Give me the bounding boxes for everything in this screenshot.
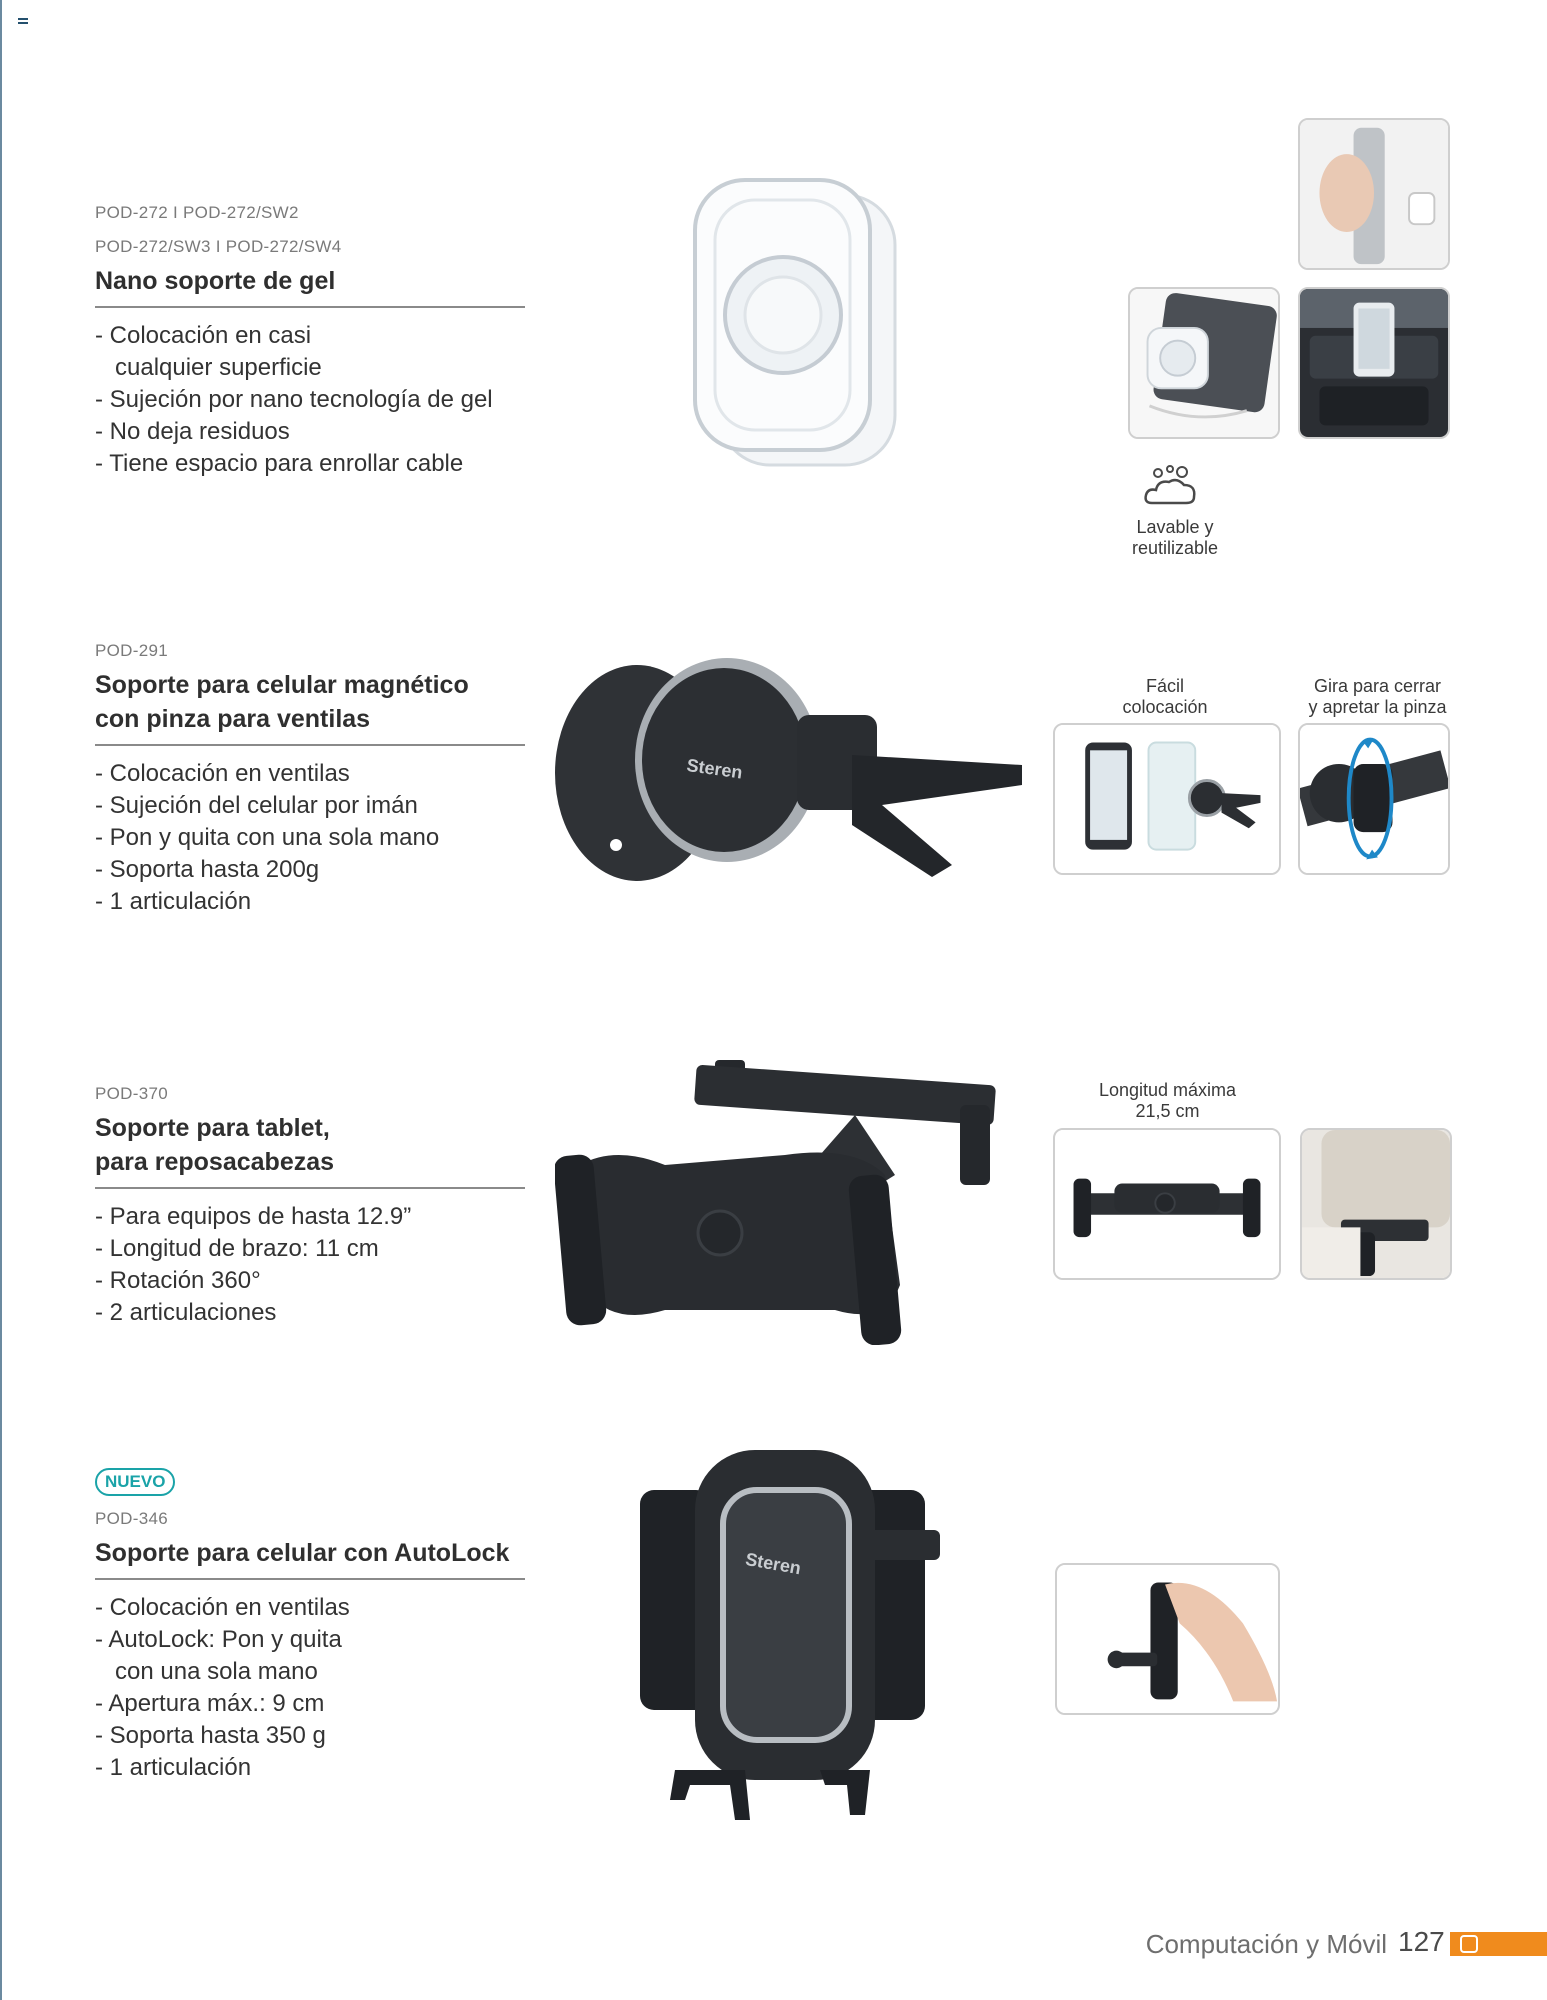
product-sku: POD-272 I POD-272/SW2 (95, 203, 299, 222)
caption-line: colocación (1122, 697, 1208, 717)
steren-logo-text: Steren (743, 1548, 803, 1579)
feature-item: - 1 articulación (95, 1754, 252, 1781)
product-title: Soporte para tablet, (95, 1114, 330, 1142)
feature-list (95, 1592, 525, 1784)
magnetic-thumb-rotate (1298, 723, 1450, 875)
feature-item: con una sola mano (95, 1658, 318, 1685)
divider (95, 1187, 525, 1189)
magnetic-thumb-phones (1053, 723, 1281, 875)
product-autolock (95, 1468, 525, 1784)
washable-icon (1142, 463, 1202, 511)
max-length-caption (1080, 1080, 1255, 1122)
mouse-icon (1460, 1935, 1478, 1953)
section-title: Computación y Móvil (1145, 1929, 1387, 1959)
product-title: Nano soporte de gel (95, 267, 336, 295)
product-magnetic-vent (95, 634, 525, 918)
feature-list (95, 758, 525, 918)
gel-thumb-hand (1298, 118, 1450, 270)
product-sku: POD-370 (95, 1084, 168, 1103)
feature-item: - Sujeción por nano tecnología de gel (95, 386, 493, 413)
caption-line: y apretar la pinza (1308, 697, 1447, 717)
caption-line: Lavable y (1136, 517, 1214, 537)
tablet-mount-image (555, 1055, 1025, 1345)
product-sku: POD-291 (95, 641, 168, 660)
product-title: Soporte para celular magnético (95, 671, 469, 699)
rotate-clamp-caption (1295, 676, 1460, 718)
feature-list (95, 1201, 525, 1329)
product-title: con pinza para ventilas (95, 705, 371, 733)
gel-thumb-car (1298, 287, 1450, 439)
autolock-mount-image (635, 1450, 945, 1830)
autolock-thumb-hand (1055, 1563, 1280, 1715)
caption-line: Longitud máxima (1098, 1080, 1237, 1100)
divider (95, 1578, 525, 1580)
feature-item: - Sujeción del celular por imán (95, 792, 418, 819)
feature-item: - 1 articulación (95, 888, 252, 915)
caption-line: 21,5 cm (1135, 1101, 1200, 1121)
new-badge: NUEVO (95, 1468, 175, 1496)
product-sku: POD-272/SW3 I POD-272/SW4 (95, 237, 342, 256)
feature-item: - Colocación en ventilas (95, 1594, 350, 1621)
feature-item: - Colocación en ventilas (95, 760, 350, 787)
feature-list (95, 320, 525, 480)
caption-line: Gira para cerrar (1313, 676, 1442, 696)
product-sku: POD-346 (95, 1509, 168, 1528)
feature-item: cualquier superficie (95, 354, 322, 381)
product-tablet-headrest (95, 1077, 525, 1329)
divider (95, 744, 525, 746)
feature-item: - 2 articulaciones (95, 1299, 277, 1326)
product-title: para reposacabezas (95, 1148, 335, 1176)
divider (95, 306, 525, 308)
washable-caption (1100, 517, 1250, 559)
gel-pad-image (690, 175, 910, 475)
caption-line: Fácil (1145, 676, 1184, 696)
feature-item: - Rotación 360° (95, 1267, 261, 1294)
steren-logo-text: Steren (685, 754, 744, 783)
tablet-thumb-headrest (1300, 1128, 1452, 1280)
product-nano-gel (95, 196, 525, 480)
feature-item: - Soporta hasta 350 g (95, 1722, 326, 1749)
feature-item: - No deja residuos (95, 418, 290, 445)
product-title: Soporte para celular con AutoLock (95, 1539, 510, 1567)
page-number: 127 (1398, 1926, 1445, 1957)
feature-item: - Colocación en casi (95, 322, 312, 349)
feature-item: - Soporta hasta 200g (95, 856, 320, 883)
easy-placement-caption (1090, 676, 1240, 718)
feature-item: - Pon y quita con una sola mano (95, 824, 440, 851)
magnetic-mount-image (552, 655, 1032, 885)
feature-item: - Apertura máx.: 9 cm (95, 1690, 325, 1717)
feature-item: - Longitud de brazo: 11 cm (95, 1235, 379, 1262)
menu-icon[interactable] (18, 18, 28, 28)
feature-item: - AutoLock: Pon y quita (95, 1626, 342, 1653)
caption-line: reutilizable (1131, 538, 1219, 558)
tablet-thumb-extended (1053, 1128, 1281, 1280)
gel-thumb-phone (1128, 287, 1280, 439)
feature-item: - Tiene espacio para enrollar cable (95, 450, 464, 477)
page-edge-rule (0, 0, 2, 2000)
feature-item: - Para equipos de hasta 12.9” (95, 1203, 412, 1230)
